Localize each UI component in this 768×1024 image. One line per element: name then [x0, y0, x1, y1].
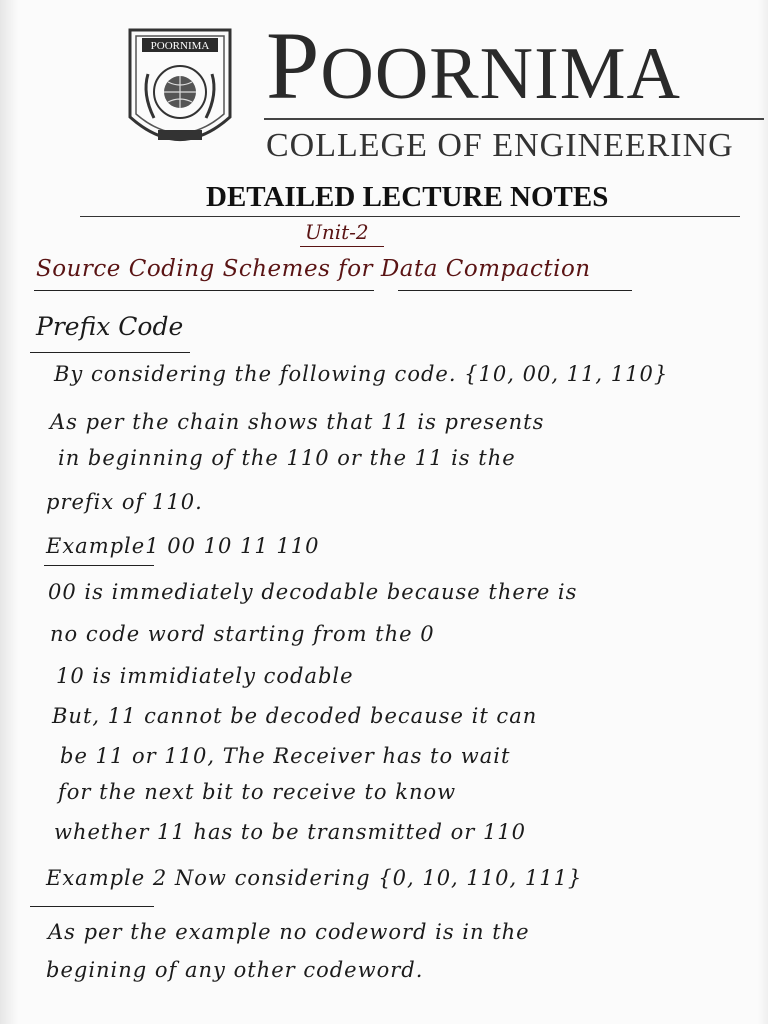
college-subtitle: COLLEGE OF ENGINEERING — [266, 127, 734, 164]
note-line: begining of any other codeword. — [46, 958, 424, 982]
header-divider — [264, 118, 764, 120]
example-underline — [30, 906, 154, 907]
page-edge-shadow — [0, 0, 18, 1024]
note-line: 00 is immediately decodable because there is — [48, 580, 578, 604]
example-underline — [44, 565, 154, 566]
section-underline — [30, 352, 190, 353]
title-divider — [80, 216, 740, 217]
brand-rest: OORNIMA — [320, 33, 681, 115]
heading-underline — [398, 290, 632, 291]
note-line: 10 is immidiately codable — [56, 664, 354, 688]
svg-text:POORNIMA: POORNIMA — [150, 40, 210, 52]
note-line: whether 11 has to be transmitted or 110 — [54, 820, 527, 844]
note-line: But, 11 cannot be decoded because it can — [52, 704, 538, 728]
college-logo — [120, 22, 240, 162]
heading-underline — [34, 290, 374, 291]
note-line: Example 2 Now considering {0, 10, 110, 111} — [46, 866, 583, 890]
note-line: no code word starting from the 0 — [50, 622, 435, 646]
note-line: in beginning of the 110 or the 11 is the — [58, 446, 516, 470]
notes-title: DETAILED LECTURE NOTES — [206, 181, 609, 213]
section-title: Prefix Code — [36, 312, 184, 341]
college-brand-name — [266, 12, 681, 119]
note-line: As per the chain shows that 11 is presents — [50, 410, 545, 434]
unit-label: Unit-2 — [305, 220, 369, 244]
note-line: be 11 or 110, The Receiver has to wait — [60, 744, 511, 768]
topic-heading: Source Coding Schemes for Data Compaction — [36, 256, 591, 282]
page-edge-shadow-right — [758, 0, 768, 1024]
note-line: Example1 00 10 11 110 — [46, 534, 320, 558]
note-line: As per the example no codeword is in the — [48, 920, 530, 944]
note-line: prefix of 110. — [46, 490, 203, 514]
note-line: By considering the following code. {10, 00, 11, 110} — [54, 362, 669, 386]
note-line: for the next bit to receive to know — [58, 780, 457, 804]
brand-first-letter: P — [266, 12, 321, 119]
unit-underline — [300, 246, 384, 247]
